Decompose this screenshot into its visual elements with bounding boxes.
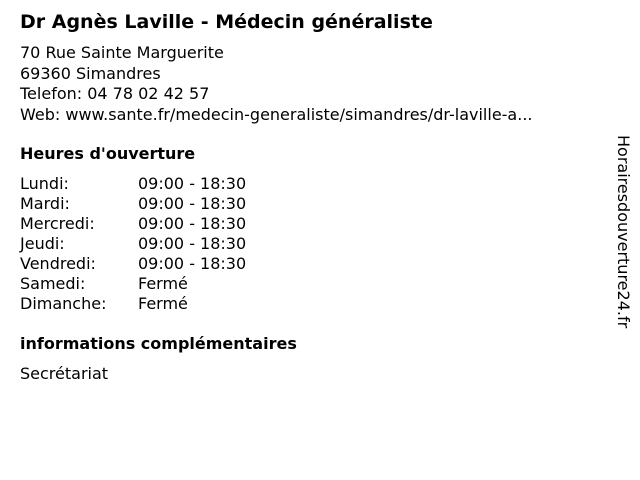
opening-hours-table [20, 174, 320, 314]
city-postcode: 69360 Simandres [20, 63, 161, 83]
hours-row-friday [20, 254, 320, 274]
hours-value: 09:00 - 18:30 [138, 194, 247, 213]
day-label: Dimanche: [20, 294, 107, 313]
site-watermark: Horairesdouverture24.fr [614, 135, 633, 329]
hours-value: 09:00 - 18:30 [138, 254, 247, 273]
hours-row-tuesday [20, 194, 320, 214]
opening-hours-heading: Heures d'ouverture [20, 144, 196, 163]
hours-value: 09:00 - 18:30 [138, 234, 247, 253]
website-link: Web: www.sante.fr/medecin-generaliste/simandres/dr-laville-a... [20, 104, 533, 124]
day-label: Samedi: [20, 274, 86, 293]
additional-info-text: Secrétariat [20, 364, 109, 383]
address-block [20, 43, 533, 125]
hours-value: 09:00 - 18:30 [138, 174, 247, 193]
day-label: Jeudi: [20, 234, 65, 253]
hours-row-wednesday [20, 214, 320, 234]
page-title: Dr Agnès Laville - Médecin généraliste [20, 11, 433, 33]
day-label: Mercredi: [20, 214, 95, 233]
hours-value: Fermé [138, 294, 188, 313]
street-address: 70 Rue Sainte Marguerite [20, 43, 224, 62]
hours-value: 09:00 - 18:30 [138, 214, 247, 233]
hours-value: Fermé [138, 274, 188, 293]
phone-number: Telefon: 04 78 02 42 57 [20, 84, 210, 103]
hours-row-saturday [20, 274, 320, 294]
day-label: Vendredi: [20, 254, 96, 273]
day-label: Lundi: [20, 174, 69, 193]
hours-row-sunday [20, 294, 320, 314]
hours-row-monday [20, 174, 320, 194]
day-label: Mardi: [20, 194, 70, 213]
additional-info-heading: informations complémentaires [20, 334, 297, 353]
hours-row-thursday [20, 234, 320, 254]
